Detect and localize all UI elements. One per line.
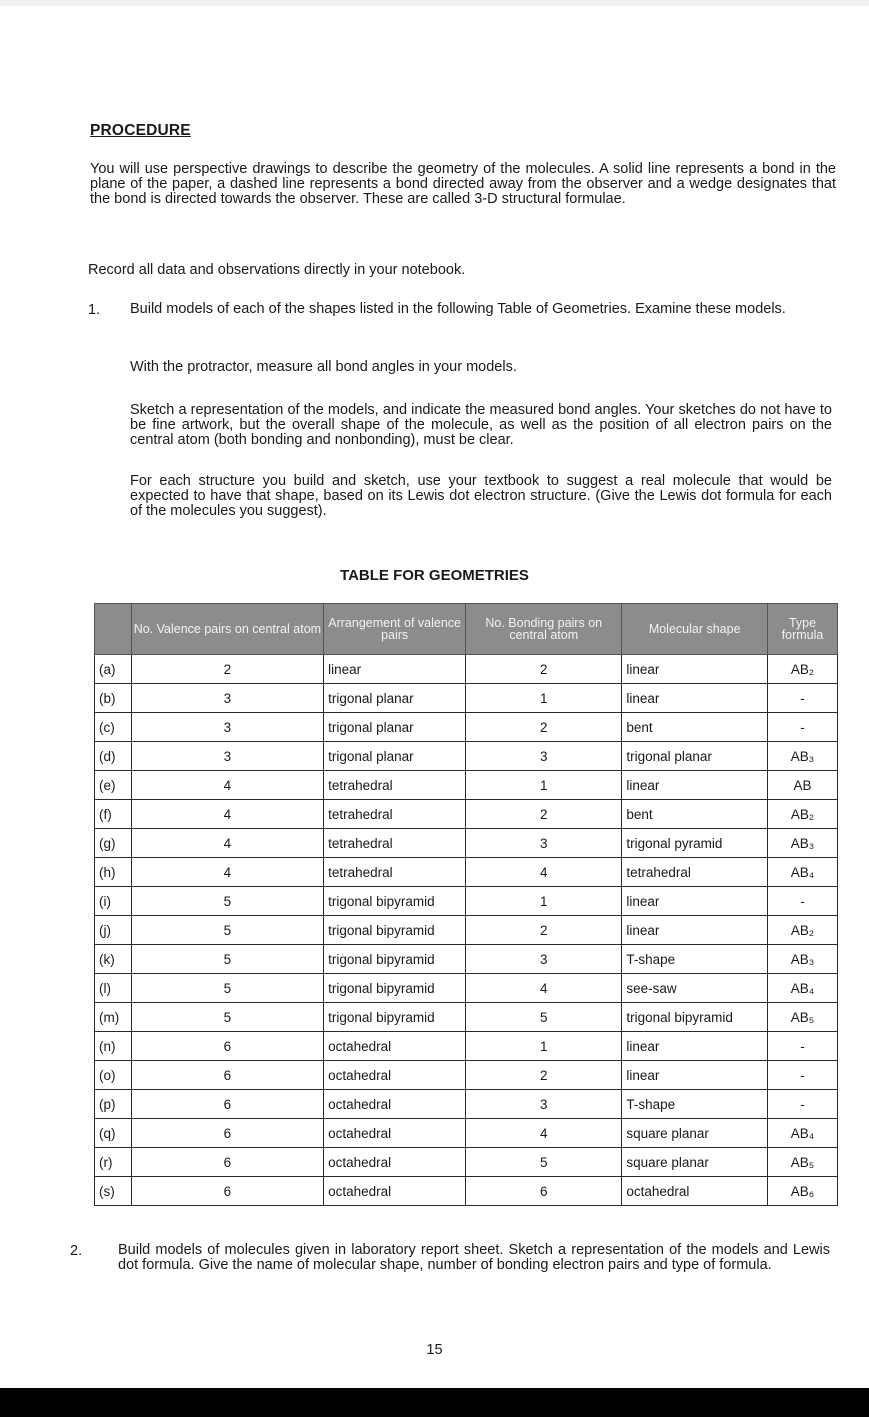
row-label: (j) (95, 916, 132, 945)
table-row (95, 858, 838, 887)
type-formula-cell: AB (768, 771, 838, 800)
valence-pairs-cell: 6 (131, 1177, 323, 1206)
table-row (95, 916, 838, 945)
type-formula-cell: AB₄ (768, 858, 838, 887)
header-arrangement: Arrangement of valence pairs (324, 604, 466, 655)
row-label: (m) (95, 1003, 132, 1032)
type-formula-cell: AB₃ (768, 945, 838, 974)
row-label: (l) (95, 974, 132, 1003)
type-formula-cell: AB₃ (768, 742, 838, 771)
molecular-shape-cell: trigonal bipyramid (622, 1003, 768, 1032)
bonding-pairs-cell: 4 (466, 1119, 622, 1148)
molecular-shape-cell: linear (622, 771, 768, 800)
arrangement-cell: trigonal planar (324, 742, 466, 771)
type-formula-cell: - (768, 713, 838, 742)
valence-pairs-cell: 6 (131, 1061, 323, 1090)
valence-pairs-cell: 5 (131, 945, 323, 974)
bottom-bar (0, 1388, 869, 1417)
bonding-pairs-cell: 2 (466, 916, 622, 945)
valence-pairs-cell: 2 (131, 655, 323, 684)
arrangement-cell: tetrahedral (324, 858, 466, 887)
valence-pairs-cell: 6 (131, 1119, 323, 1148)
bonding-pairs-cell: 1 (466, 771, 622, 800)
bonding-pairs-cell: 1 (466, 1032, 622, 1061)
bonding-pairs-cell: 3 (466, 1090, 622, 1119)
valence-pairs-cell: 6 (131, 1090, 323, 1119)
table-row (95, 1061, 838, 1090)
type-formula-cell: - (768, 1090, 838, 1119)
arrangement-cell: tetrahedral (324, 771, 466, 800)
bonding-pairs-cell: 2 (466, 713, 622, 742)
bonding-pairs-cell: 1 (466, 684, 622, 713)
top-edge (0, 0, 869, 6)
table-row (95, 887, 838, 916)
table-header-row (95, 604, 838, 655)
row-label: (f) (95, 800, 132, 829)
row-label: (i) (95, 887, 132, 916)
arrangement-cell: linear (324, 655, 466, 684)
arrangement-cell: octahedral (324, 1119, 466, 1148)
table-row (95, 1148, 838, 1177)
type-formula-cell: AB₄ (768, 1119, 838, 1148)
molecular-shape-cell: linear (622, 916, 768, 945)
table-row (95, 1003, 838, 1032)
arrangement-cell: trigonal bipyramid (324, 887, 466, 916)
step-1-paragraph-1: Build models of each of the shapes listed in the following Table of Geometries. Examine these models. (130, 301, 786, 317)
type-formula-cell: AB₃ (768, 829, 838, 858)
step-1-number: 1. (88, 302, 101, 318)
arrangement-cell: trigonal bipyramid (324, 945, 466, 974)
table-row (95, 713, 838, 742)
molecular-shape-cell: linear (622, 684, 768, 713)
arrangement-cell: octahedral (324, 1032, 466, 1061)
arrangement-cell: octahedral (324, 1148, 466, 1177)
type-formula-cell: AB₂ (768, 655, 838, 684)
table-row (95, 655, 838, 684)
bonding-pairs-cell: 5 (466, 1148, 622, 1177)
valence-pairs-cell: 3 (131, 742, 323, 771)
arrangement-cell: octahedral (324, 1061, 466, 1090)
row-label: (k) (95, 945, 132, 974)
valence-pairs-cell: 3 (131, 684, 323, 713)
molecular-shape-cell: linear (622, 655, 768, 684)
bonding-pairs-cell: 3 (466, 829, 622, 858)
valence-pairs-cell: 5 (131, 887, 323, 916)
molecular-shape-cell: see-saw (622, 974, 768, 1003)
arrangement-cell: tetrahedral (324, 829, 466, 858)
bonding-pairs-cell: 3 (466, 742, 622, 771)
valence-pairs-cell: 6 (131, 1148, 323, 1177)
molecular-shape-cell: square planar (622, 1148, 768, 1177)
arrangement-cell: trigonal planar (324, 713, 466, 742)
bonding-pairs-cell: 1 (466, 887, 622, 916)
molecular-shape-cell: tetrahedral (622, 858, 768, 887)
valence-pairs-cell: 4 (131, 771, 323, 800)
arrangement-cell: trigonal bipyramid (324, 974, 466, 1003)
row-label: (c) (95, 713, 132, 742)
row-label: (o) (95, 1061, 132, 1090)
arrangement-cell: octahedral (324, 1090, 466, 1119)
row-label: (b) (95, 684, 132, 713)
arrangement-cell: trigonal bipyramid (324, 916, 466, 945)
table-row (95, 974, 838, 1003)
arrangement-cell: trigonal planar (324, 684, 466, 713)
type-formula-cell: AB₆ (768, 1177, 838, 1206)
table-row (95, 771, 838, 800)
step-2-paragraph: Build models of molecules given in laboratory report sheet. Sketch a representation of the models and Lewis dot formula. Give the name of molecular shape, number of bonding electron pairs and type of formula. (118, 1242, 830, 1273)
step-1-paragraph-3: Sketch a representation of the models, and indicate the measured bond angles. Your sketches do not have to be fine artwork, but the overall shape of the molecule, as well as the position of all electron pairs on the central atom (both bonding and nonbonding), must be clear. (130, 402, 832, 448)
table-row (95, 742, 838, 771)
table-row (95, 800, 838, 829)
valence-pairs-cell: 3 (131, 713, 323, 742)
table-row (95, 684, 838, 713)
row-label: (p) (95, 1090, 132, 1119)
valence-pairs-cell: 5 (131, 1003, 323, 1032)
record-paragraph: Record all data and observations directly in your notebook. (88, 262, 466, 278)
geometry-table (94, 603, 838, 1206)
row-label: (g) (95, 829, 132, 858)
table-row (95, 1032, 838, 1061)
bonding-pairs-cell: 2 (466, 800, 622, 829)
bonding-pairs-cell: 4 (466, 858, 622, 887)
header-valence-pairs: No. Valence pairs on central atom (131, 604, 323, 655)
valence-pairs-cell: 4 (131, 800, 323, 829)
row-label: (s) (95, 1177, 132, 1206)
valence-pairs-cell: 5 (131, 974, 323, 1003)
header-type-formula: Type formula (768, 604, 838, 655)
arrangement-cell: tetrahedral (324, 800, 466, 829)
type-formula-cell: AB₄ (768, 974, 838, 1003)
bonding-pairs-cell: 2 (466, 655, 622, 684)
table-row (95, 1177, 838, 1206)
bonding-pairs-cell: 4 (466, 974, 622, 1003)
molecular-shape-cell: square planar (622, 1119, 768, 1148)
page-number: 15 (426, 1342, 443, 1358)
type-formula-cell: - (768, 887, 838, 916)
type-formula-cell: AB₂ (768, 916, 838, 945)
type-formula-cell: - (768, 684, 838, 713)
molecular-shape-cell: octahedral (622, 1177, 768, 1206)
table-title: TABLE FOR GEOMETRIES (340, 567, 529, 584)
arrangement-cell: octahedral (324, 1177, 466, 1206)
table-row (95, 945, 838, 974)
row-label: (r) (95, 1148, 132, 1177)
type-formula-cell: AB₂ (768, 800, 838, 829)
bonding-pairs-cell: 3 (466, 945, 622, 974)
row-label: (a) (95, 655, 132, 684)
row-label: (d) (95, 742, 132, 771)
table-row (95, 1090, 838, 1119)
valence-pairs-cell: 4 (131, 829, 323, 858)
molecular-shape-cell: T-shape (622, 945, 768, 974)
bonding-pairs-cell: 5 (466, 1003, 622, 1032)
type-formula-cell: AB₅ (768, 1148, 838, 1177)
molecular-shape-cell: trigonal pyramid (622, 829, 768, 858)
bonding-pairs-cell: 2 (466, 1061, 622, 1090)
header-molecular-shape: Molecular shape (622, 604, 768, 655)
molecular-shape-cell: linear (622, 1061, 768, 1090)
molecular-shape-cell: T-shape (622, 1090, 768, 1119)
row-label: (q) (95, 1119, 132, 1148)
intro-paragraph: You will use perspective drawings to describe the geometry of the molecules. A solid line represents a bond in the plane of the paper, a dashed line represents a bond directed away from the observer and a wedge designates that the bond is directed towards the observer. These are called 3-D structural formulae. (90, 161, 836, 207)
row-label: (e) (95, 771, 132, 800)
bonding-pairs-cell: 6 (466, 1177, 622, 1206)
type-formula-cell: - (768, 1061, 838, 1090)
header-bonding-pairs: No. Bonding pairs on central atom (466, 604, 622, 655)
step-1-paragraph-4: For each structure you build and sketch, use your textbook to suggest a real molecule that would be expected to have that shape, based on its Lewis dot electron structure. (Give the Lewis dot formula for each of the molecules you suggest). (130, 473, 832, 519)
molecular-shape-cell: linear (622, 887, 768, 916)
type-formula-cell: AB₅ (768, 1003, 838, 1032)
molecular-shape-cell: linear (622, 1032, 768, 1061)
molecular-shape-cell: bent (622, 713, 768, 742)
valence-pairs-cell: 6 (131, 1032, 323, 1061)
arrangement-cell: trigonal bipyramid (324, 1003, 466, 1032)
type-formula-cell: - (768, 1032, 838, 1061)
step-2-number: 2. (70, 1243, 83, 1259)
procedure-heading: PROCEDURE (90, 122, 191, 139)
valence-pairs-cell: 4 (131, 858, 323, 887)
molecular-shape-cell: bent (622, 800, 768, 829)
header-blank (95, 604, 132, 655)
step-1-paragraph-2: With the protractor, measure all bond angles in your models. (130, 359, 517, 375)
table-row (95, 1119, 838, 1148)
row-label: (h) (95, 858, 132, 887)
valence-pairs-cell: 5 (131, 916, 323, 945)
molecular-shape-cell: trigonal planar (622, 742, 768, 771)
table-row (95, 829, 838, 858)
row-label: (n) (95, 1032, 132, 1061)
